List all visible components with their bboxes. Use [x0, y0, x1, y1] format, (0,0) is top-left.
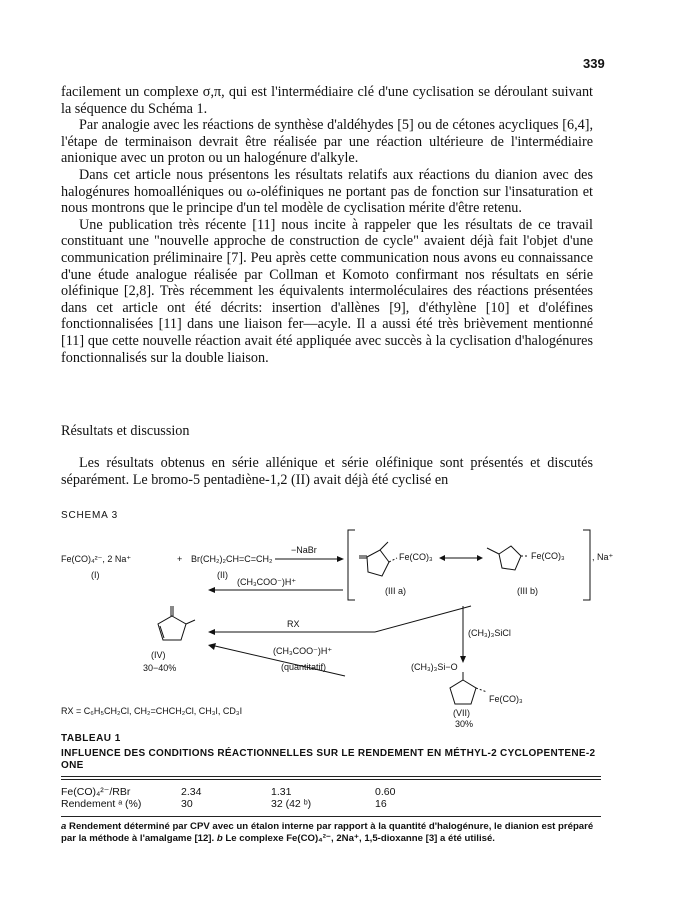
row-label: Fe(CO)₄²⁻/RBr: [61, 786, 131, 798]
structure-IV: [158, 606, 195, 640]
reagent-tmscl: (CH₃)₃SiCl: [468, 628, 511, 638]
table-cell: 2.34: [181, 786, 202, 798]
table-row: [61, 798, 435, 810]
arrow-tmscl-head: [460, 656, 466, 663]
bracket-left: [348, 530, 355, 600]
footnote-a: Rendement déterminé par CPV avec un étalon interne par rapport à la quantité d'halogénure, le dianion est préparé par la méthode à l'amalgame [12].: [61, 821, 594, 844]
table-rule-bottom: [61, 816, 601, 817]
arrow-nabr-head: [337, 556, 344, 562]
table-cell: 30: [181, 798, 193, 810]
reagent-acetic-1: (CH₃COO⁻)H⁺: [237, 577, 297, 587]
arrow-equilibrium-right: [477, 555, 483, 561]
table-cell: 32 (42 ᵇ): [271, 798, 312, 810]
reagent-rx: RX: [287, 619, 300, 629]
arrow-rx-head: [208, 629, 215, 635]
footnote: [61, 821, 601, 845]
schema-label: SCHEMA 3: [61, 510, 118, 521]
reactant-2: Br(CH₂)₂CH=C=CH₂: [191, 554, 273, 564]
fe-co-3-b: Fe(CO)₃: [531, 551, 565, 561]
footnote-b: Le complexe Fe(CO)₄²⁻, 2Na⁺, 1,5-dioxanne [3] a été utilisé.: [225, 833, 495, 844]
rx-definition: RX = C₆H₅CH₂Cl, CH₂=CHCH₂Cl, CH₃I, CD₃I: [61, 706, 243, 716]
label-VII: (VII): [453, 708, 470, 718]
yield-IV: 30−40%: [143, 663, 177, 673]
reactant-1: Fe(CO)₄²⁻, 2 Na⁺: [61, 554, 132, 564]
quantitatif: (quantitatif): [281, 662, 327, 672]
tableau-label: TABLEAU 1: [61, 733, 121, 744]
table-cell: 0.60: [375, 786, 396, 798]
table-row: [61, 786, 435, 798]
label-IIIa: (III a): [385, 586, 407, 596]
table-cell: 16: [375, 798, 387, 810]
arrow-acetic-2-head: [208, 643, 216, 650]
fe-co-3-a: Fe(CO)₃: [399, 552, 433, 562]
plus-sign: +: [177, 554, 183, 564]
reagent-minus-nabr: −NaBr: [291, 545, 317, 555]
section-heading: Résultats et discussion: [61, 423, 190, 439]
row-label: Rendement ᵃ (%): [61, 798, 142, 810]
footnote-b-mark: b: [216, 833, 223, 844]
label-I: (I): [91, 570, 100, 580]
bracket-right: [583, 530, 590, 600]
paragraph-1: facilement un complexe σ,π, qui est l'intermédiaire clé d'une cyclisation se déroulant suivant la séquence du Schéma 1.: [61, 84, 593, 117]
reagent-acetic-2: (CH₃COO⁻)H⁺: [273, 646, 333, 656]
arrow-rx-tail: [375, 606, 471, 632]
vii-fe-co-3: Fe(CO)₃: [489, 694, 523, 704]
paragraph-3: Dans cet article nous présentons les résultats relatifs aux réactions du dianion avec des halogénures homoalléniques ou ω-oléfiniques ne portant pas de fonction sur l'insaturation et nous montrons que le principe d'un tel modèle de cyclisation mérite d'être retenu.: [61, 166, 593, 217]
paragraph-2: Par analogie avec les réactions de synthèse d'aldéhydes [5] ou de cétones acycliques [6,4], l'étape de terminaison devrait être réalisée par une réaction ultérieure de l'intermédiaire anionique avec un proton ou un halogénure d'alkyle.: [61, 117, 593, 167]
label-IV: (IV): [151, 650, 166, 660]
arrow-equilibrium-left: [439, 555, 445, 561]
footnote-a-mark: a: [61, 821, 67, 832]
tableau-title: INFLUENCE DES CONDITIONS RÉACTIONNELLES SUR LE RENDEMENT EN MÉTHYL-2 CYCLOPENTENE-2 ONE: [61, 748, 596, 771]
table-rule-top: [61, 776, 601, 777]
table-cell: 1.31: [271, 786, 292, 798]
body-text: [61, 84, 593, 366]
structure-IIIa: [359, 542, 397, 576]
structure-VII: [450, 672, 487, 704]
na-plus: , Na⁺: [592, 552, 614, 562]
arrow-acetic-1-head: [208, 587, 215, 593]
results-paragraph: Les résultats obtenus en série allénique et série oléfinique sont présentés et discutés séparément. Le bromo-5 pentadiène-1,2 (II) avait déjà été cyclisé en: [61, 455, 593, 488]
yield-VII: 30%: [455, 719, 474, 728]
structure-IIIb: [487, 546, 529, 570]
table-rule-top-2: [61, 779, 601, 780]
data-table: [61, 786, 435, 810]
reaction-scheme: [55, 520, 615, 728]
vii-silyl: (CH₃)₃Si−O: [411, 662, 458, 672]
page-number: 339: [583, 56, 605, 71]
label-IIIb: (III b): [517, 586, 539, 596]
label-II: (II): [217, 570, 228, 580]
paragraph-4: Une publication très récente [11] nous incite à rappeler que les résultats de ce travail constituant une "nouvelle approche de construction de cycle" avaient déjà fait l'objet d'une communication préliminaire [7]. Peu après cette communication nous avons eu connaissance d'une étude analogue réalisée par Collman et Komoto confirmant nos résultats en série oléfinique [2,8]. Très récemment les équivalents intermoléculaires des réactions présentées dans cet article ont été décrits: insertion d'allènes [9], d'éthylène [10] et d'oléfines fonctionnalisées [11] dans une liaison fer—acyle. Il a aussi été très brièvement mentionné [11] que cette nouvelle réaction avait été appliquée avec succès à la cyclisation d'halogénures fonctionnalisés sur la double liaison.: [61, 216, 593, 366]
